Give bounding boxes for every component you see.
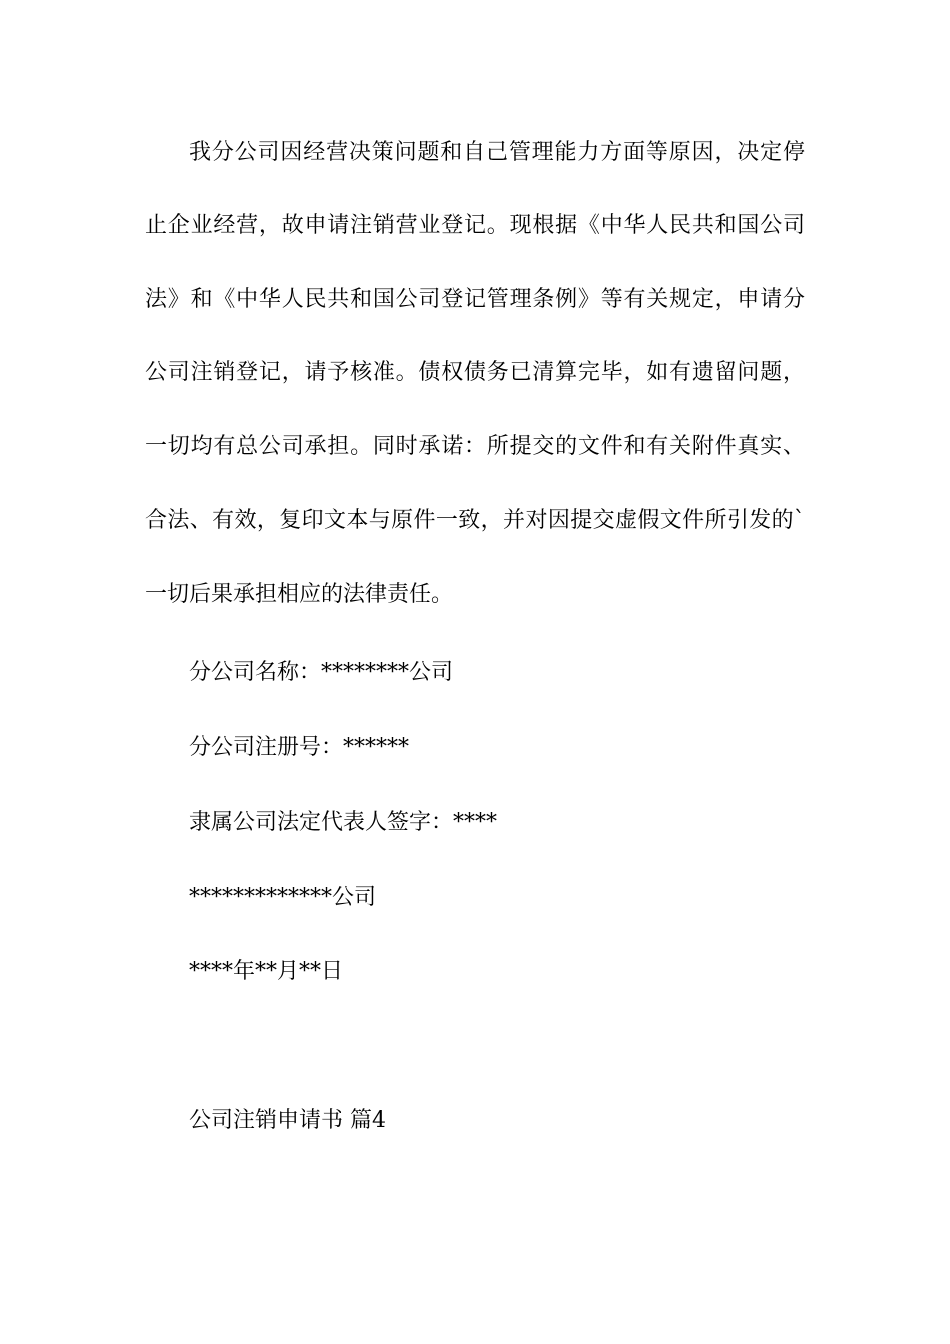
paragraph-line: 我分公司因经营决策问题和自己管理能力方面等原因，决定停 [189, 140, 805, 165]
paragraph-line: 公司注销登记，请予核准。债权债务已清算完毕，如有遗留问题， [145, 360, 805, 385]
date-field: ****年**月**日 [189, 959, 344, 984]
paragraph-line: 止企业经营，故申请注销营业登记。现根据《中华人民共和国公司 [145, 213, 805, 238]
paragraph-line: 法》和《中华人民共和国公司登记管理条例》等有关规定，申请分 [145, 287, 805, 312]
paragraph-line: 合法、有效，复印文本与原件一致，并对因提交虚假文件所引发的` [145, 508, 805, 533]
legal-representative-signature-field: 隶属公司法定代表人签字：**** [189, 810, 498, 835]
branch-name-field: 分公司名称：********公司 [189, 660, 454, 685]
paragraph-line: 一切均有总公司承担。同时承诺：所提交的文件和有关附件真实、 [145, 434, 805, 459]
branch-registration-number-field: 分公司注册号：****** [189, 735, 410, 760]
paragraph-line: 一切后果承担相应的法律责任。 [145, 582, 454, 607]
next-section-title: 公司注销申请书 篇4 [189, 1108, 386, 1133]
company-name-field: *************公司 [189, 885, 377, 910]
